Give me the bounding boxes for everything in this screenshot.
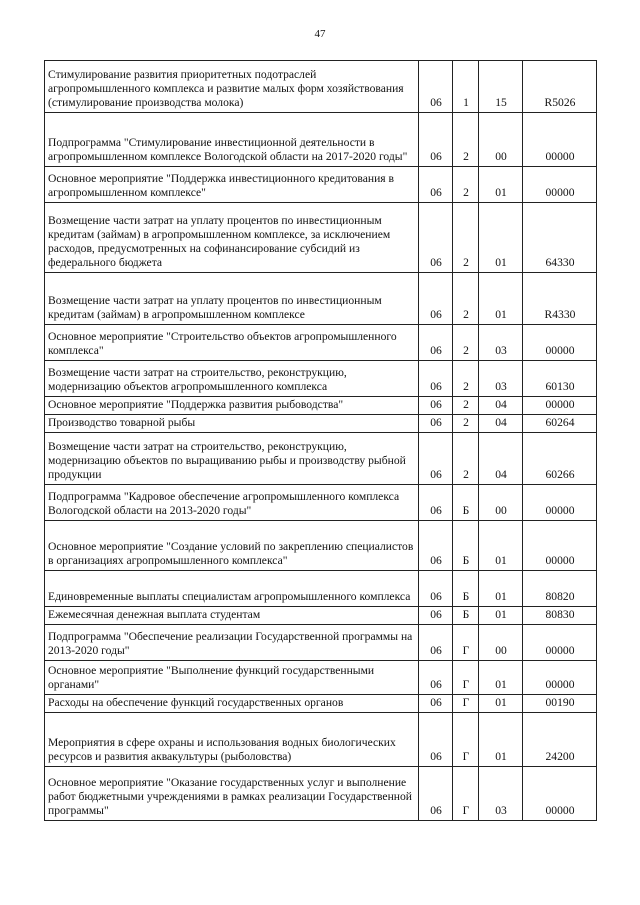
page-number: 47 <box>314 28 326 40</box>
row-code-2: Г <box>453 767 479 821</box>
table-body <box>45 61 597 821</box>
row-code-1: 06 <box>419 607 453 625</box>
row-description: Основное мероприятие "Создание условий по закреплению специалистов в организациях агропромышленного комплекса" <box>45 521 419 571</box>
row-code-4: 00000 <box>523 767 597 821</box>
row-code-1: 06 <box>419 661 453 695</box>
row-code-2: 2 <box>453 415 479 433</box>
table-row <box>45 167 597 203</box>
row-description: Производство товарной рыбы <box>45 415 419 433</box>
table-row <box>45 767 597 821</box>
table-row <box>45 607 597 625</box>
table-row <box>45 397 597 415</box>
row-code-1: 06 <box>419 767 453 821</box>
row-code-2: Г <box>453 713 479 767</box>
row-code-4: 00000 <box>523 521 597 571</box>
row-description: Стимулирование развития приоритетных подотраслей агропромышленного комплекса и развитие малых форм хозяйствования (стимулирование производства молока) <box>45 61 419 113</box>
row-code-3: 00 <box>479 485 523 521</box>
row-code-3: 00 <box>479 113 523 167</box>
row-code-4: 00000 <box>523 325 597 361</box>
table-row <box>45 273 597 325</box>
row-code-4: 64330 <box>523 203 597 273</box>
row-description: Возмещение части затрат на уплату процентов по инвестиционным кредитам (займам) в агропромышленном комплексе <box>45 273 419 325</box>
row-code-1: 06 <box>419 521 453 571</box>
row-description: Основное мероприятие "Поддержка развития рыбоводства" <box>45 397 419 415</box>
row-code-2: 2 <box>453 325 479 361</box>
row-code-3: 04 <box>479 397 523 415</box>
row-code-1: 06 <box>419 61 453 113</box>
row-code-3: 04 <box>479 433 523 485</box>
row-code-1: 06 <box>419 203 453 273</box>
row-code-4: 00190 <box>523 695 597 713</box>
row-code-4: 80820 <box>523 571 597 607</box>
row-code-1: 06 <box>419 361 453 397</box>
row-description: Основное мероприятие "Оказание государственных услуг и выполнение работ бюджетными учреждениями в рамках реализации Государственной программы" <box>45 767 419 821</box>
row-description: Ежемесячная денежная выплата студентам <box>45 607 419 625</box>
row-code-4: 60130 <box>523 361 597 397</box>
table-row <box>45 571 597 607</box>
row-code-4: R4330 <box>523 273 597 325</box>
row-code-1: 06 <box>419 273 453 325</box>
row-code-4: 00000 <box>523 113 597 167</box>
row-code-1: 06 <box>419 625 453 661</box>
table-row <box>45 433 597 485</box>
row-code-3: 01 <box>479 521 523 571</box>
row-code-1: 06 <box>419 485 453 521</box>
row-code-4: 00000 <box>523 397 597 415</box>
table-row <box>45 415 597 433</box>
row-code-2: 2 <box>453 273 479 325</box>
row-code-3: 00 <box>479 625 523 661</box>
row-code-1: 06 <box>419 713 453 767</box>
row-code-2: 2 <box>453 203 479 273</box>
row-description: Основное мероприятие "Выполнение функций государственными органами" <box>45 661 419 695</box>
row-code-3: 01 <box>479 695 523 713</box>
row-code-4: 60264 <box>523 415 597 433</box>
row-description: Возмещение части затрат на строительство, реконструкцию, модернизацию объектов по выращиванию рыбы и производству рыбной продукции <box>45 433 419 485</box>
row-code-2: 2 <box>453 397 479 415</box>
row-description: Возмещение части затрат на уплату процентов по инвестиционным кредитам (займам) в агропромышленном комплексе, за исключением расходов, предусмотренных на софинансирование субсидий из федерального бюджета <box>45 203 419 273</box>
row-description: Подпрограмма "Стимулирование инвестиционной деятельности в агропромышленном комплексе Вологодской области на 2017-2020 годы" <box>45 113 419 167</box>
row-code-4: 00000 <box>523 625 597 661</box>
budget-classification-table <box>44 60 597 821</box>
table-row <box>45 361 597 397</box>
row-description: Подпрограмма "Кадровое обеспечение агропромышленного комплекса Вологодской области на 2013-2020 годы" <box>45 485 419 521</box>
row-code-3: 03 <box>479 361 523 397</box>
table-row <box>45 203 597 273</box>
row-code-4: R5026 <box>523 61 597 113</box>
table-row <box>45 325 597 361</box>
row-code-1: 06 <box>419 397 453 415</box>
row-code-1: 06 <box>419 325 453 361</box>
row-code-3: 01 <box>479 571 523 607</box>
row-description: Возмещение части затрат на строительство, реконструкцию, модернизацию объектов агропромышленного комплекса <box>45 361 419 397</box>
table-row <box>45 713 597 767</box>
row-description: Основное мероприятие "Поддержка инвестиционного кредитования в агропромышленном комплексе" <box>45 167 419 203</box>
row-code-1: 06 <box>419 415 453 433</box>
table-row <box>45 113 597 167</box>
row-code-3: 15 <box>479 61 523 113</box>
table-row <box>45 485 597 521</box>
table-row <box>45 661 597 695</box>
row-code-2: 2 <box>453 167 479 203</box>
row-code-3: 01 <box>479 203 523 273</box>
row-code-1: 06 <box>419 571 453 607</box>
table-row <box>45 695 597 713</box>
row-code-2: 2 <box>453 113 479 167</box>
row-code-3: 03 <box>479 767 523 821</box>
row-code-2: 2 <box>453 361 479 397</box>
row-code-4: 00000 <box>523 485 597 521</box>
row-code-4: 00000 <box>523 661 597 695</box>
row-code-2: 2 <box>453 433 479 485</box>
row-description: Единовременные выплаты специалистам агропромышленного комплекса <box>45 571 419 607</box>
row-code-2: Б <box>453 521 479 571</box>
row-description: Подпрограмма "Обеспечение реализации Государственной программы на 2013-2020 годы" <box>45 625 419 661</box>
row-code-2: 1 <box>453 61 479 113</box>
row-code-4: 80830 <box>523 607 597 625</box>
row-code-2: Г <box>453 661 479 695</box>
table-row <box>45 625 597 661</box>
row-code-4: 24200 <box>523 713 597 767</box>
table-row <box>45 61 597 113</box>
row-code-3: 03 <box>479 325 523 361</box>
row-code-2: Б <box>453 571 479 607</box>
row-code-3: 01 <box>479 273 523 325</box>
row-code-2: Г <box>453 625 479 661</box>
row-code-2: Б <box>453 607 479 625</box>
row-code-3: 01 <box>479 661 523 695</box>
row-code-1: 06 <box>419 433 453 485</box>
row-description: Расходы на обеспечение функций государственных органов <box>45 695 419 713</box>
row-code-2: Г <box>453 695 479 713</box>
row-description: Основное мероприятие "Строительство объектов агропромышленного комплекса" <box>45 325 419 361</box>
row-code-3: 01 <box>479 167 523 203</box>
row-code-3: 04 <box>479 415 523 433</box>
row-code-2: Б <box>453 485 479 521</box>
row-code-3: 01 <box>479 713 523 767</box>
row-code-1: 06 <box>419 695 453 713</box>
row-code-4: 60266 <box>523 433 597 485</box>
row-code-3: 01 <box>479 607 523 625</box>
row-code-1: 06 <box>419 167 453 203</box>
row-description: Мероприятия в сфере охраны и использования водных биологических ресурсов и развития аквакультуры (рыболовства) <box>45 713 419 767</box>
table-row <box>45 521 597 571</box>
row-code-4: 00000 <box>523 167 597 203</box>
row-code-1: 06 <box>419 113 453 167</box>
